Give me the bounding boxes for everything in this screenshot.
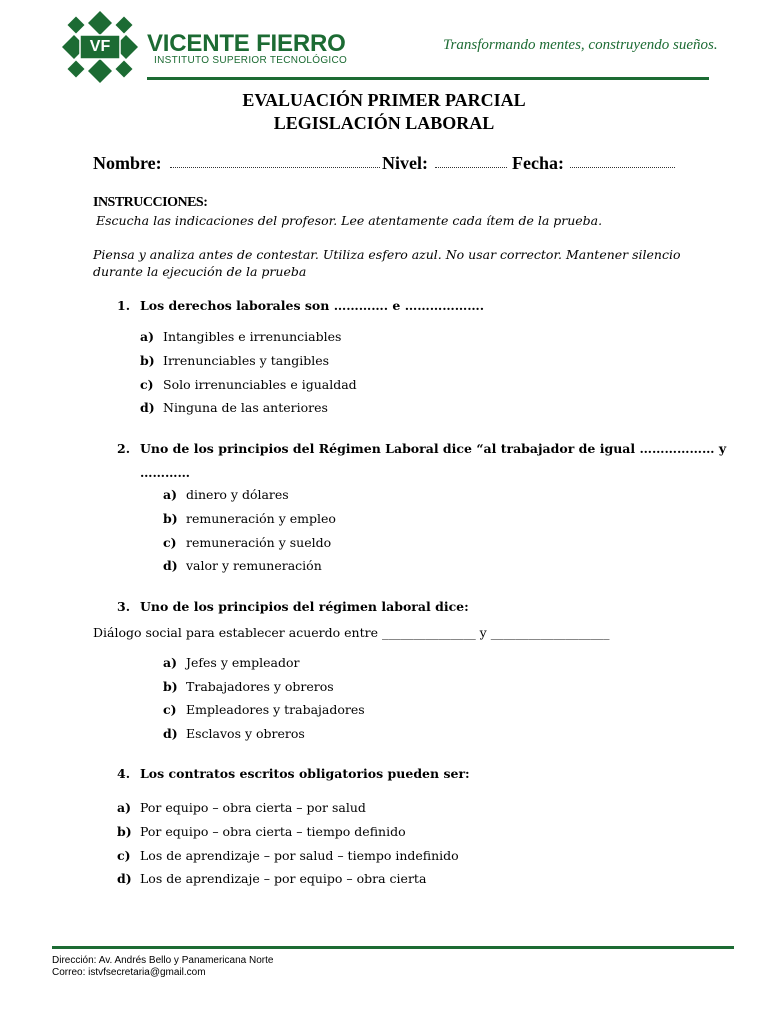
option-text: Los de aprendizaje – por equipo – obra cierta	[140, 871, 427, 886]
instructions-line: durante la ejecución de la prueba	[93, 264, 307, 279]
option-letter: d)	[163, 726, 178, 741]
email-label: Correo:	[52, 967, 86, 978]
question-number: 1.	[117, 298, 131, 313]
option-text: Trabajadores y obreros	[186, 679, 334, 694]
option-text: Intangibles e irrenunciables	[163, 329, 342, 344]
exam-subject: LEGISLACIÓN LABORAL	[273, 113, 495, 133]
option-text: valor y remuneración	[186, 558, 322, 573]
option-letter: d)	[140, 400, 155, 415]
header-divider	[147, 77, 709, 80]
option-letter: b)	[163, 511, 178, 526]
name-field-line	[170, 167, 380, 168]
instructions-line: Escucha las indicaciones del profesor. Lee atentamente cada ítem de la prueba.	[96, 213, 603, 228]
date-label: Fecha:	[512, 153, 564, 173]
brand-subtitle: INSTITUTO SUPERIOR TECNOLÓGICO	[154, 55, 348, 66]
date-field-line	[570, 167, 675, 168]
instructions-title: INSTRUCCIONES:	[93, 195, 208, 210]
option-text: dinero y dólares	[186, 487, 289, 502]
option-text: Irrenunciables y tangibles	[163, 353, 330, 368]
option-letter: c)	[117, 848, 131, 863]
address-label: Dirección:	[52, 955, 97, 966]
email-value: istvfsecretaria@gmail.com	[88, 967, 206, 978]
slogan: Transformando mentes, construyendo sueños.	[443, 37, 718, 53]
option-letter: d)	[163, 558, 178, 573]
option-letter: b)	[163, 679, 178, 694]
option-letter: c)	[163, 702, 177, 717]
option-letter: a)	[117, 800, 132, 815]
question-subtext: Diálogo social para establecer acuerdo entre _______________ y ___________________	[93, 625, 610, 640]
option-letter: a)	[140, 329, 155, 344]
institute-logo	[62, 11, 138, 83]
option-text: remuneración y empleo	[186, 511, 336, 526]
option-text: remuneración y sueldo	[186, 535, 332, 550]
option-letter: b)	[117, 824, 132, 839]
option-text: Jefes y empleador	[186, 655, 300, 670]
instructions-line: Piensa y analiza antes de contestar. Utiliza esfero azul. No usar corrector. Mantener silencio	[93, 247, 681, 262]
option-text: Ninguna de las anteriores	[163, 400, 328, 415]
level-field-line	[435, 167, 507, 168]
question-number: 4.	[117, 766, 131, 781]
option-letter: b)	[140, 353, 155, 368]
question-text: Los derechos laborales son …………. e ……………….	[140, 298, 485, 313]
question-number: 2.	[117, 441, 131, 456]
option-text: Esclavos y obreros	[186, 726, 305, 741]
question-text: Uno de los principios del régimen laboral dice:	[140, 599, 469, 614]
level-label: Nivel:	[382, 153, 428, 173]
question-text: Uno de los principios del Régimen Laboral dice “al trabajador de igual ……………… y	[140, 441, 727, 456]
question-text-continued: …………	[140, 465, 190, 480]
option-letter: c)	[163, 535, 177, 550]
option-text: Solo irrenunciables e igualdad	[163, 377, 357, 392]
option-text: Por equipo – obra cierta – por salud	[140, 800, 366, 815]
name-label: Nombre:	[93, 153, 162, 173]
option-letter: d)	[117, 871, 132, 886]
footer-email	[52, 967, 206, 978]
footer-address	[52, 955, 273, 966]
question-text: Los contratos escritos obligatorios pueden ser:	[140, 766, 470, 781]
option-letter: a)	[163, 655, 178, 670]
question-number: 3.	[117, 599, 131, 614]
option-text: Los de aprendizaje – por salud – tiempo indefinido	[140, 848, 459, 863]
option-letter: a)	[163, 487, 178, 502]
exam-title: EVALUACIÓN PRIMER PARCIAL	[242, 90, 526, 110]
footer-divider	[52, 946, 734, 949]
option-text: Por equipo – obra cierta – tiempo definido	[140, 824, 406, 839]
address-value: Av. Andrés Bello y Panamericana Norte	[98, 955, 274, 966]
logo-initials: VF	[89, 38, 111, 55]
option-letter: c)	[140, 377, 154, 392]
option-text: Empleadores y trabajadores	[186, 702, 365, 717]
brand-name: VICENTE FIERRO	[147, 30, 346, 57]
